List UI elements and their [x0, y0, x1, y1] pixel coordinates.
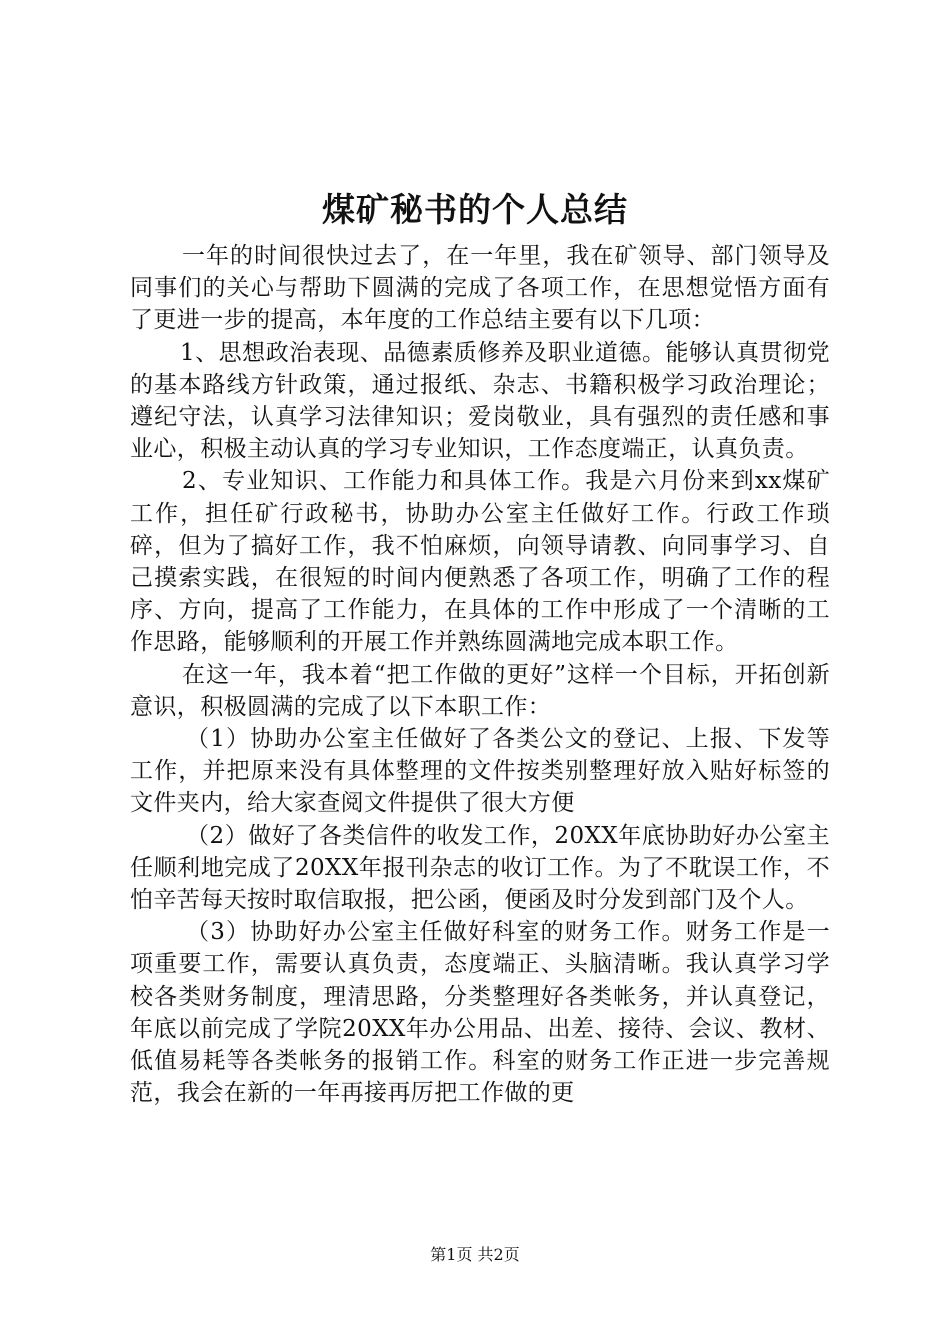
page-footer: 第1页 共2页 — [430, 1245, 520, 1264]
paragraph-subitem-1: （1）协助办公室主任做好了各类公文的登记、上报、下发等工作，并把原来没有具体整理的文件按类别整理好放入贴好标签的文件夹内，给大家查阅文件提供了很大方便 — [130, 726, 830, 817]
paragraph-this-year: 在这一年，我本着“把工作做的更好”这样一个目标，开拓创新意识，积极圆满的完成了以下本职工作： — [130, 661, 830, 720]
paragraph-subitem-2: （2）做好了各类信件的收发工作，20XX年底协助好办公室主任顺利地完成了20XX年报刊杂志的收订工作。为了不耽误工作，不怕辛苦每天按时取信取报，把公函，便函及时分发到部门及个人。 — [130, 822, 830, 914]
document-title: 煤矿秘书的个人总结 — [322, 190, 628, 229]
paragraph-intro: 一年的时间很快过去了，在一年里，我在矿领导、部门领导及同事们的关心与帮助下圆满的完成了各项工作，在思想觉悟方面有了更进一步的提高，本年度的工作总结主要有以下几项： — [130, 243, 830, 334]
paragraph-item-1: 1、思想政治表现、品德素质修养及职业道德。能够认真贯彻党的基本路线方针政策，通过报纸、杂志、书籍积极学习政治理论；遵纪守法，认真学习法律知识；爱岗敬业，具有强烈的责任感和事业心，积极主动认真的学习专业知识，工作态度端正，认真负责。 — [130, 339, 830, 463]
document-body — [130, 240, 830, 1109]
paragraph-subitem-3: （3）协助好办公室主任做好科室的财务工作。财务工作是一项重要工作，需要认真负责，态度端正、头脑清晰。我认真学习学校各类财务制度，理清思路，分类整理好各类帐务，并认真登记，年底以前完成了学院20XX年办公用品、出差、接待、会议、教材、低值易耗等各类帐务的报销工作。科室的财务工作正进一步完善规范，我会在新的一年再接再厉把工作做的更 — [130, 919, 830, 1107]
paragraph-item-2: 2、专业知识、工作能力和具体工作。我是六月份来到xx煤矿工作，担任矿行政秘书，协助办公室主任做好工作。行政工作琐碎，但为了搞好工作，我不怕麻烦，向领导请教、向同事学习、自己摸索实践，在很短的时间内便熟悉了各项工作，明确了工作的程序、方向，提高了工作能力，在具体的工作中形成了一个清晰的工作思路，能够顺利的开展工作并熟练圆满地完成本职工作。 — [130, 468, 830, 656]
